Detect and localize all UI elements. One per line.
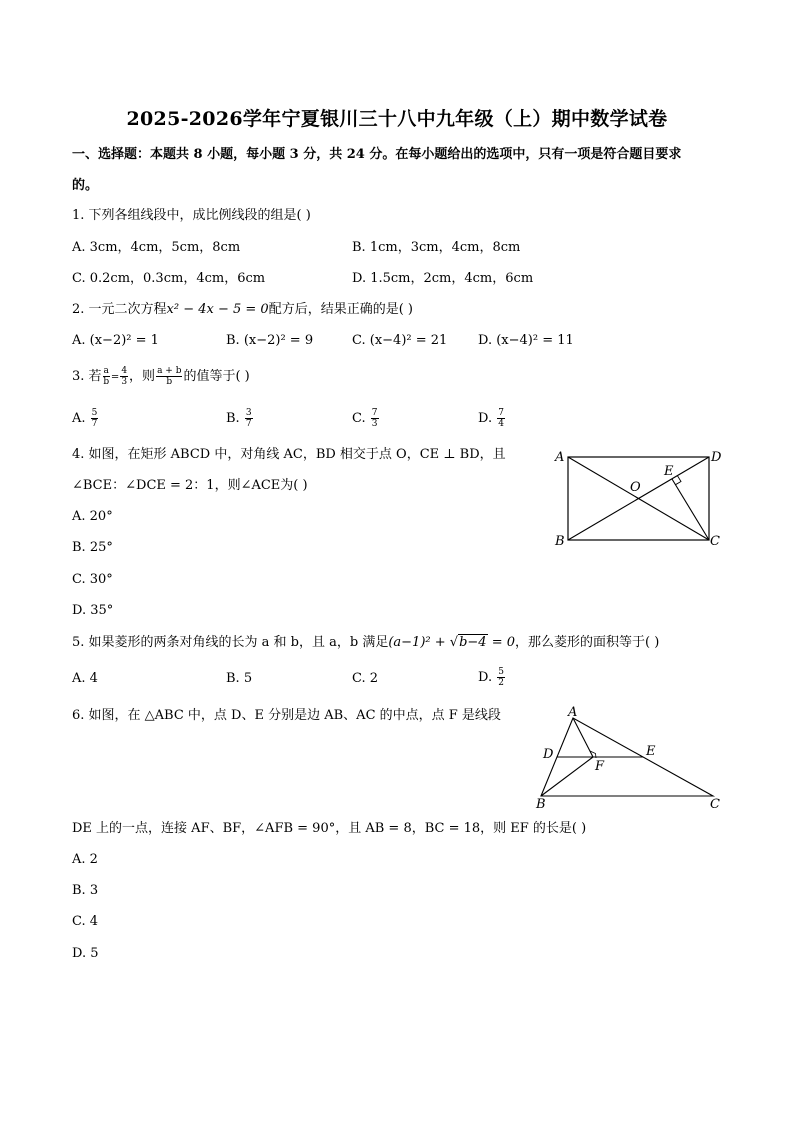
q3-stem-prefix: 3. 若 <box>72 369 102 384</box>
q3-stem-suffix: 的值等于( ) <box>183 369 250 384</box>
q4-option-d[interactable]: D. 35° <box>72 603 114 618</box>
q3-stem <box>72 366 250 387</box>
page-title: 2025-2026学年宁夏银川三十八中九年级（上）期中数学试卷 <box>126 108 668 130</box>
q6-label-c: C <box>710 797 720 812</box>
q2-stem-suffix: 配方后，结果正确的是( ) <box>268 302 413 317</box>
q4-stem-line1: 4. 如图，在矩形 ABCD 中，对角线 AC，BD 相交于点 O，CE ⊥ BD，且 <box>72 447 506 462</box>
q4-label-b: B <box>555 534 565 549</box>
q3-expr-fraction: $\frac{a + b}{b}$ <box>157 366 182 387</box>
q3-cond-right-fraction: $\frac{4}{3}$ <box>121 366 128 387</box>
q4-stem-line2: ∠BCE：∠DCE = 2：1，则∠ACE为( ) <box>72 478 308 493</box>
q6-label-d: D <box>543 747 554 762</box>
q6-option-a[interactable]: A. 2 <box>72 852 98 867</box>
q2-option-a[interactable]: A. (x−2)² = 1 <box>72 333 159 348</box>
q1-option-c[interactable]: C. 0.2cm，0.3cm，4cm，6cm <box>72 271 266 286</box>
q2-stem <box>72 302 413 318</box>
q4-option-a[interactable]: A. 20° <box>72 509 113 524</box>
q6-label-e: E <box>646 744 656 759</box>
q6-option-d[interactable]: D. 5 <box>72 946 99 961</box>
q3-stem-mid: ，则 <box>129 369 156 384</box>
q6-label-b: B <box>536 797 546 812</box>
q6-label-f: F <box>595 759 605 774</box>
q5-stem-suffix: ，那么菱形的面积等于( ) <box>515 635 660 650</box>
q4-label-o: O <box>630 480 641 495</box>
q5-eq-right: = 0 <box>487 635 516 650</box>
q5-stem-prefix: 5. 如果菱形的两条对角线的长为 a 和 b，且 a，b 满足 <box>72 635 389 650</box>
q3-option-b[interactable]: B. $\frac{3}{7}$ <box>226 408 252 429</box>
q4-label-d: D <box>711 450 722 465</box>
q3-option-d[interactable]: D. $\frac{7}{4}$ <box>478 408 504 429</box>
q5-stem: 5. 如果菱形的两条对角线的长为 a 和 b，且 a，b 满足(a−1)² + √b−4 = 0，那么菱形的面积等于( ) <box>72 635 660 650</box>
q5-eq-left: (a−1)² + <box>388 635 450 650</box>
q4-option-c[interactable]: C. 30° <box>72 572 113 587</box>
q5-eq-sqrt: b−4 <box>459 635 487 650</box>
section-header-line1: 一、选择题：本题共 8 小题，每小题 3 分，共 24 分。在每小题给出的选项中，只有一项是符合题目要求 <box>72 147 682 162</box>
q3-option-c[interactable]: C. $\frac{7}{3}$ <box>352 408 378 429</box>
q1-stem: 1. 下列各组线段中，成比例线段的组是( ) <box>72 208 311 223</box>
q6-option-c[interactable]: C. 4 <box>72 914 99 929</box>
q2-stem-prefix: 2. 一元二次方程 <box>72 302 167 317</box>
q1-option-a[interactable]: A. 3cm，4cm，5cm，8cm <box>72 240 241 255</box>
q3-option-a[interactable]: A. $\frac{5}{7}$ <box>72 408 98 429</box>
q1-option-d[interactable]: D. 1.5cm，2cm，4cm，6cm <box>352 271 534 286</box>
q4-label-a: A <box>555 450 565 465</box>
q3-cond-equals: = <box>110 372 120 383</box>
q3-cond-left-fraction: $\frac{a}{b}$ <box>103 366 110 387</box>
q5-option-a[interactable]: A. 4 <box>72 671 98 686</box>
q2-stem-equation: x² − 4x − 5 = 0 <box>166 302 269 317</box>
q4-rectangle-figure <box>548 444 728 552</box>
q1-option-b[interactable]: B. 1cm，3cm，4cm，8cm <box>352 240 521 255</box>
q6-option-b[interactable]: B. 3 <box>72 883 99 898</box>
q6-label-a: A <box>568 705 578 720</box>
q5-option-c[interactable]: C. 2 <box>352 671 379 686</box>
q5-option-b[interactable]: B. 5 <box>226 671 253 686</box>
q4-label-c: C <box>710 534 720 549</box>
q2-option-d[interactable]: D. (x−4)² = 11 <box>478 333 574 348</box>
section-header-line2: 的。 <box>72 178 99 193</box>
q2-option-c[interactable]: C. (x−4)² = 21 <box>352 333 448 348</box>
q2-option-b[interactable]: B. (x−2)² = 9 <box>226 333 314 348</box>
q4-option-b[interactable]: B. 25° <box>72 540 113 555</box>
q4-label-e: E <box>664 464 674 479</box>
q6-stem-line2: DE 上的一点，连接 AF、BF，∠AFB = 90°，且 AB = 8，BC = 18，则 EF 的长是( ) <box>72 821 587 836</box>
q5-option-d[interactable]: D. $\frac{5}{2}$ <box>478 667 504 688</box>
q6-triangle-figure <box>530 700 726 814</box>
q6-stem-line1: 6. 如图，在 △ABC 中，点 D、E 分别是边 AB、AC 的中点，点 F 是线段 <box>72 708 501 723</box>
